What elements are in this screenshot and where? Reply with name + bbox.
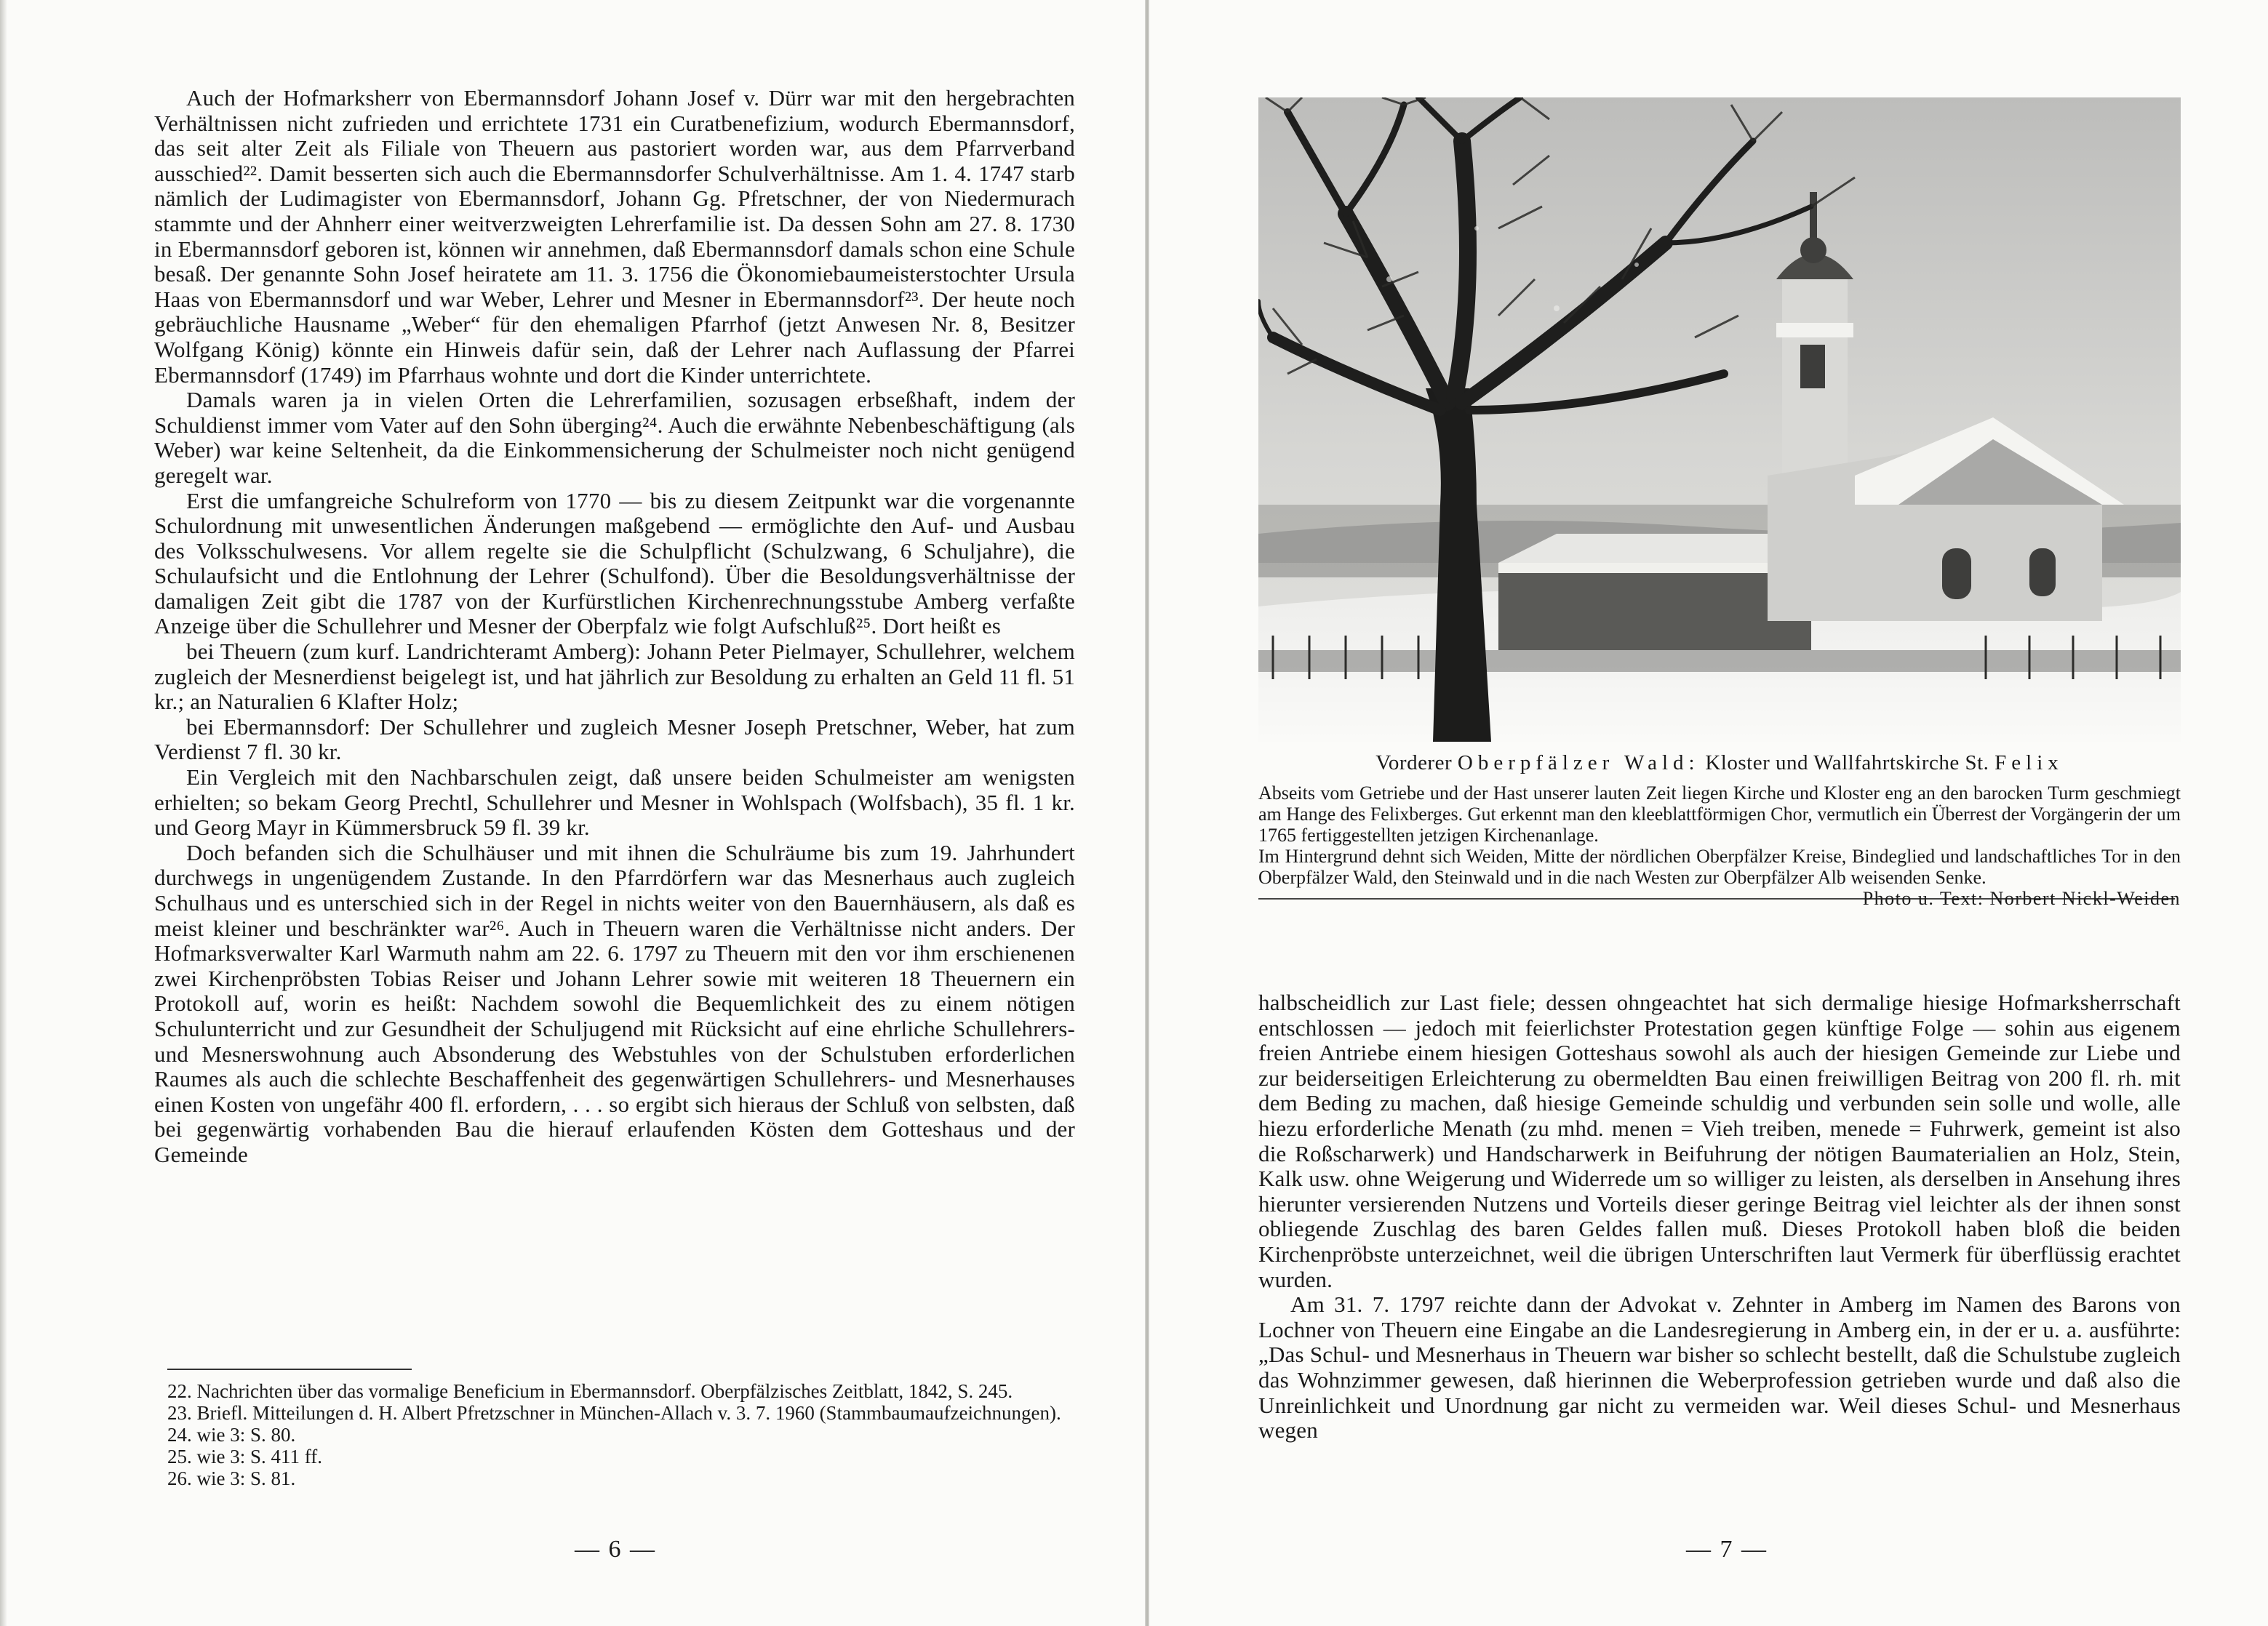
- text-paragraph: Erst die umfangreiche Schulreform von 1770 — bis zu diesem Zeitpunkt war die vorgenannte Schulordnung mit unwesentlichen Änderungen maßgebend — ermöglichte den Auf- und Ausbau des Volksschulwesens. Vor allem regelte sie die Schulpflicht (Schulzwang, 6 Schuljahre), die Schulaufsicht und die Entlohnung der Lehrer (Schulfond). Über die Besoldungsverhältnisse der damaligen Zeit gibt die 1787 von der Kurfürstlichen Kirchenrechnungsstube Amberg verfaßte Anzeige über die Schullehrer und Mesner der Oberpfalz wie folgt Aufschluß²⁵. Dort heißt es: [154, 487, 1075, 639]
- caption-title-prefix: Vorderer: [1375, 751, 1453, 774]
- caption-paragraph-text: Im Hintergrund dehnt sich Weiden, Mitte der nördlichen Oberpfälzer Kreise, Bindeglied und landschaftliches Tor in den Oberpfälzer Wald, den Steinwald und in die nach Westen zur Oberpfälzer Alb weisenden Senke.: [1258, 846, 2181, 888]
- footnote-rule: [167, 1369, 412, 1370]
- caption-title-felix: Felix: [1995, 751, 2064, 774]
- text-paragraph: Damals waren ja in vielen Orten die Lehrerfamilien, sozusagen erbseßhaft, indem der Schuldienst immer vom Vater auf den Sohn überging²⁴. Auch die erwähnte Nebenbeschäftigung (als Weber) war keine Seltenheit, da die Einkommensicherung der Schulmeister noch nicht genügend geregelt war.: [154, 387, 1075, 488]
- caption-paragraph: Abseits vom Getriebe und der Hast unserer lauten Zeit liegen Kirche und Kloster eng an den barocken Turm geschmiegt am Hange des Felixberges. Gut erkennt man den kleeblattförmigen Chor, vermutlich ein Überrest der Vorgängerin der um 1765 fertiggestellten jetzigen Kirchenanlage.: [1258, 782, 2181, 846]
- footnotes: [167, 1369, 1072, 1489]
- photo-credit: Photo u. Text: Norbert Nickl-Weiden: [1862, 888, 2181, 909]
- text-paragraph: bei Ebermannsdorf: Der Schullehrer und zugleich Mesner Joseph Pretschner, Weber, hat zum Verdienst 7 fl. 30 kr.: [154, 713, 1075, 765]
- church-photo: [1258, 97, 2181, 742]
- photo-illustration: [1258, 97, 2181, 742]
- footnote: 26. wie 3: S. 81.: [167, 1467, 296, 1489]
- text-paragraph: Doch befanden sich die Schulhäuser und mit ihnen die Schulräume bis zum 19. Jahrhundert durchwegs in ungenügendem Zustande. In den Pfarrdörfern war das Mesnerhaus auch zugleich Schulhaus und es unterschied sich in der Regel in nichts weiter von den Bauernhäusern, als daß es meist kleiner und beschränkter war²⁶. Auch in Theuern waren die Verhältnisse nicht anders. Der Hofmarksverwalter Karl Warmuth nahm am 22. 6. 1797 zu Theuern mit den vor ihm erschienenen zwei Kirchenpröbsten Tobias Reiser und Johann Lehrer sowie mit weiteren 18 Theuernern ein Protokoll auf, worin es heißt: Nachdem sowohl die Bequemlichkeit des zu einem nötigen Schulunterricht und zur Gesundheit der Schuljugend mit Rücksicht auf eine ehrliche Schullehrers- und Mesnerswohnung auch Absonderung des Webstuhles von der Schulstuben erforderlichen Raumes als auch die schlechte Beschaffenheit des gegenwärtigen Schullehrers- und Mesnerhauses einen Kosten von ungefähr 400 fl. erfordern, . . . so ergibt sich hieraus der Schluß von selbsten, daß bei gegenwärtig vorhabenden Bau die hierauf erlaufenden Kösten dem Gotteshaus und der Gemeinde: [154, 839, 1075, 1167]
- text-paragraph: Auch der Hofmarksherr von Ebermannsdorf Johann Josef v. Dürr war mit den hergebrachten Verhältnissen nicht zufrieden und errichtete 1731 ein Curatbenefizium, wodurch Ebermannsdorf, das seit alter Zeit als Filiale von Theuern aus pastoriert worden war, aus dem Pfarrverband ausschied²². Damit besserten sich auch die Ebermannsdorfer Schulverhältnisse. Am 1. 4. 1747 starb nämlich der Ludimagister von Ebermannsdorf, Johann Gg. Pfretschner, der von Niedermurach stammte und der Ahnherr einer weitverzweigten Lehrerfamilie ist. Da dessen Sohn am 27. 8. 1730 in Ebermannsdorf geboren ist, können wir annehmen, daß Ebermannsdorf damals schon eine Schule besaß. Der genannte Sohn Josef heiratete am 11. 3. 1756 die Ökonomiebaumeisterstochter Ursula Haas von Ebermannsdorf und war Weber, Lehrer und Mesner in Ebermannsdorf²³. Der heute noch gebräuchliche Hausname „Weber“ für den ehemaligen Pfarrhof (jetzt Anwesen Nr. 8, Besitzer Wolfgang König) könnte ein Hinweis dafür sein, daß der Lehrer nach Auflassung der Pfarrei Ebermannsdorf (1749) im Pfarrhaus wohnte und dort die Kinder unterrichtete.: [154, 85, 1075, 388]
- caption-title-region: Oberpfälzer Wald:: [1457, 751, 1700, 774]
- text-paragraph: halbscheidlich zur Last fiele; dessen ohngeachtet hat sich dermalige hiesige Hofmarksherrschaft entschlossen — jedoch mit feierlichster Protestation gegen künftige Folge — sohin aus eigenem freien Antriebe einem hiesigen Gotteshaus sowohl als auch der hiesigen Gemeinde zur Liebe und zur beiderseitigen Erleichterung zu obermeldten Bau einen freiwilligen Beitrag von 200 fl. rh. mit dem Beding zu machen, daß hiesige Gemeinde schuldig und verbunden sein solle und wolle, alle hiezu erforderliche Menath (zu mhd. menen = Vieh treiben, menede = Fuhrwerk, gemeint ist also die Roßscharwerk) und Handscharwerk in Beifuhrung der nötigen Baumaterialien an Holz, Stein, Kalk usw. ohne Weigerung und Widerrede um so williger zu leisten, als derselben in Ansehung ihres hierunter versierenden Nutzens und Vorteils dieser geringe Beitrag viel leichter als der ihnen sonst obliegende Zuschlag des baren Geldes fallen muß. Dieses Protokoll haben bloß die beiden Kirchenpröbste unterzeichnet, weil die übrigen Unterschriften laut Vermerk für überflüssig erachtet wurden.: [1258, 990, 2181, 1292]
- text-paragraph: Ein Vergleich mit den Nachbarschulen zeigt, daß unsere beiden Schulmeister am wenigsten erhielten; so bekam Georg Prechtl, Schullehrer und Mesner in Wohlspach (Wolfsbach), 35 fl. 1 kr. und Georg Mayr in Kümmersbruck 59 fl. 39 kr.: [154, 764, 1075, 841]
- text-paragraph: Am 31. 7. 1797 reichte dann der Advokat v. Zehnter in Amberg im Namen des Barons von Lochner von Theuern eine Eingabe an die Landesregierung in Amberg ein, in der er u. a. ausführte: „Das Schul- und Mesnerhaus in Theuern war bisher so schlecht bestellt, daß die Schulstube zugleich das Wohnzimmer gewesen, daß hierinnen die Weberprofession getrieben wurde und daß also die Unreinlichkeit und Unordnung gar nicht zu vermeiden war. Weil dieses Schul- und Mesnerhaus wegen: [1258, 1291, 2181, 1443]
- page-number: — 6 —: [575, 1536, 656, 1563]
- right-body-text: [1258, 990, 2181, 1443]
- footnote: 25. wie 3: S. 411 ff.: [167, 1446, 322, 1467]
- caption-text: [1258, 782, 2181, 909]
- photo-caption: [1258, 750, 2181, 909]
- caption-paragraph: [1258, 846, 2181, 909]
- footnote: 24. wie 3: S. 80.: [167, 1424, 296, 1446]
- footnote: 23. Briefl. Mitteilungen d. H. Albert Pfretzschner in München-Allach v. 3. 7. 1960 (Stammbaumaufzeichnungen).: [167, 1402, 1061, 1424]
- text-paragraph: bei Theuern (zum kurf. Landrichteramt Amberg): Johann Peter Pielmayer, Schullehrer, welchem zugleich der Mesnerdienst beigelegt ist, und hat jährlich zur Besoldung zu erhalten an Geld 11 fl. 51 kr.; an Naturalien 6 Klafter Holz;: [154, 638, 1075, 715]
- footnote: 22. Nachrichten über das vormalige Beneficium in Ebermannsdorf. Oberpfälzisches Zeitblatt, 1842, S. 245.: [167, 1380, 1013, 1402]
- caption-title-subject: Kloster und Wallfahrtskirche St.: [1705, 751, 1989, 774]
- left-body-text: [154, 86, 1075, 1168]
- caption-title: [1258, 750, 2181, 775]
- right-page: [1149, 0, 2268, 1626]
- page-number: — 7 —: [1686, 1536, 1768, 1563]
